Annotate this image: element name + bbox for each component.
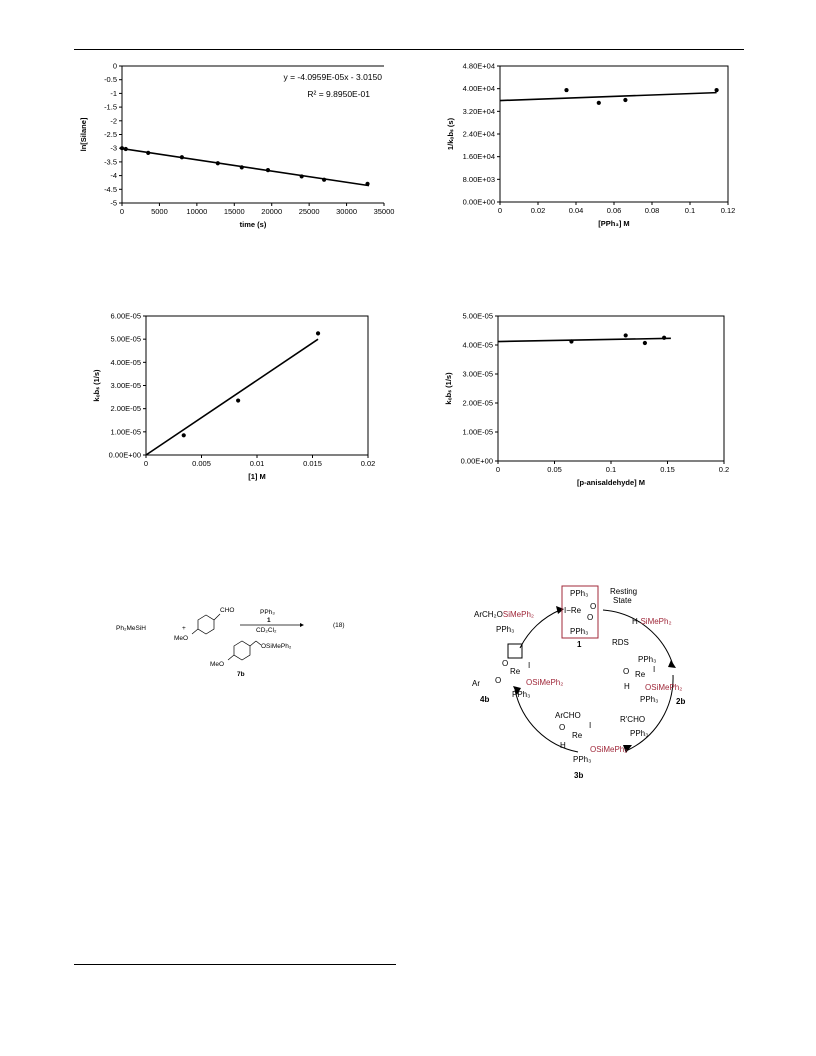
x-tick-label: 0.01 xyxy=(249,459,265,468)
pph3-out: PPh₃ xyxy=(630,729,649,738)
reaction-arrowhead xyxy=(300,623,304,627)
x-tick-label: 20000 xyxy=(261,207,283,216)
y-tick-label: -5 xyxy=(110,198,117,208)
x-tick-label: 0 xyxy=(143,459,149,468)
c2-bottom: PPh₃ xyxy=(640,695,659,704)
c1-oxo1: O xyxy=(590,602,597,611)
y-tick-label: -0.5 xyxy=(104,75,117,85)
y-tick-label: 0 xyxy=(112,61,117,71)
y-tick-label: -1.5 xyxy=(104,102,117,112)
y-tick-label: 2.40E+04 xyxy=(462,129,495,139)
y-tick-label: 1.00E-05 xyxy=(110,427,141,437)
y-tick-label: 3.20E+04 xyxy=(462,106,495,116)
product-structure xyxy=(228,641,261,660)
product-out: ArCH₂OSiMePh₂ xyxy=(474,610,535,619)
data-point xyxy=(322,178,326,182)
c3-top: ArCHO xyxy=(555,711,581,720)
x-tick-label: 0 xyxy=(495,465,501,474)
aldehyde-in: R'CHO xyxy=(620,715,646,724)
y-tick-label: 1.00E-05 xyxy=(462,427,493,437)
header-rule xyxy=(74,49,744,50)
x-tick-label: 15000 xyxy=(223,207,245,216)
c1-core: I−Re xyxy=(564,606,582,615)
c3-label: 3b xyxy=(574,771,584,780)
c1-oxo2: O xyxy=(587,613,594,622)
y-tick-label: 0.00E+00 xyxy=(460,456,493,466)
y-tick-label: 3.00E-05 xyxy=(110,381,141,390)
scheme-plus: + xyxy=(182,625,186,632)
data-point xyxy=(365,182,369,186)
arrowhead-4 xyxy=(556,606,564,614)
x-tick-label: 0.005 xyxy=(192,459,211,468)
x-tick-label: 0.04 xyxy=(568,206,584,215)
y-tick-label: -3 xyxy=(110,143,117,153)
aldehyde-meo: MeO xyxy=(174,635,189,642)
x-tick-label: 35000 xyxy=(373,207,395,216)
y-axis-label: ln[Silane] xyxy=(79,117,88,152)
reagent-pph3: PPh₃ xyxy=(260,609,275,616)
data-point xyxy=(182,433,186,437)
silane-in: H-SiMePh₂ xyxy=(632,617,672,626)
catalytic-cycle xyxy=(460,580,750,785)
y-tick-label: 5.00E-05 xyxy=(110,334,141,344)
data-point xyxy=(266,168,270,172)
plot-frame xyxy=(500,66,728,202)
data-point xyxy=(569,339,573,343)
c2-label: 2b xyxy=(676,697,686,706)
aldehyde-cho: CHO xyxy=(220,607,235,614)
data-point xyxy=(662,336,666,340)
y-tick-label: 4.00E+04 xyxy=(462,84,495,94)
y-tick-label: 3.00E-05 xyxy=(462,369,493,379)
y-tick-label: 2.00E-05 xyxy=(110,404,141,414)
product-label: 7b xyxy=(237,671,245,678)
data-point xyxy=(643,341,647,345)
y-tick-label: -2.5 xyxy=(104,130,117,139)
y-axis-label: 1/kₒbₛ (s) xyxy=(446,117,455,151)
x-tick-label: 0.12 xyxy=(720,206,736,215)
x-axis-label: [1] M xyxy=(248,472,266,481)
x-tick-label: 10000 xyxy=(186,207,208,216)
x-tick-label: 0.02 xyxy=(360,459,376,468)
y-axis-label: kₒbₛ (1/s) xyxy=(92,369,101,402)
c4-o2: O xyxy=(495,676,502,685)
c3-i: I xyxy=(589,721,592,730)
scheme-reactant: Ph₂MeSiH xyxy=(116,625,146,632)
resting-state-line1: Resting xyxy=(610,587,638,596)
x-tick-label: 0.02 xyxy=(530,206,546,215)
plot-frame xyxy=(498,316,724,461)
x-tick-label: 0 xyxy=(497,206,503,215)
x-tick-label: 5000 xyxy=(151,207,168,216)
product-meo: MeO xyxy=(210,661,225,668)
y-tick-label: 0.00E+00 xyxy=(462,197,495,207)
x-tick-label: 0 xyxy=(119,207,125,216)
data-point xyxy=(236,398,240,402)
y-tick-label: -4.5 xyxy=(104,184,117,194)
y-tick-label: 8.00E+03 xyxy=(462,174,495,184)
c4-re: Re xyxy=(510,667,521,676)
y-tick-label: -4 xyxy=(110,171,117,181)
y-axis-label: kₒbₛ (1/s) xyxy=(444,372,453,405)
y-tick-label: 4.80E+04 xyxy=(462,61,495,71)
c2-top: PPh₃ xyxy=(638,655,657,664)
c3-osi: OSiMePh₂ xyxy=(590,745,628,754)
chart-ln-silane-vs-time xyxy=(70,58,395,248)
x-tick-label: 0.015 xyxy=(303,459,322,468)
data-point xyxy=(623,98,627,102)
x-tick-label: 25000 xyxy=(298,207,320,216)
chart-kobs-vs-anisaldehyde xyxy=(440,306,740,496)
trendline xyxy=(122,149,369,186)
y-tick-label: -3.5 xyxy=(104,157,117,167)
c4-metallacycle xyxy=(508,644,522,658)
data-point xyxy=(316,331,320,335)
data-point xyxy=(715,88,719,92)
c2-i: I xyxy=(653,665,656,674)
c1-top-ligand: PPh₃ xyxy=(570,589,589,598)
c4-label: 4b xyxy=(480,695,490,704)
rds-label: RDS xyxy=(612,638,629,647)
c1-bottom-ligand: PPh₃ xyxy=(570,627,589,636)
x-axis-label: time (s) xyxy=(239,220,267,229)
pph3-in: PPh₃ xyxy=(496,625,515,634)
c4-osi: OSiMePh₂ xyxy=(526,678,564,687)
fit-equation: y = -4.0959E-05x - 3.0150 xyxy=(283,72,382,82)
c2-h: H xyxy=(624,682,630,691)
fit-r-squared: R² = 9.8950E-01 xyxy=(307,89,370,99)
y-tick-label: 0.00E+00 xyxy=(108,450,141,460)
reaction-scheme xyxy=(110,594,410,684)
data-point xyxy=(146,151,150,155)
x-tick-label: 0.2 xyxy=(718,465,730,474)
c4-ar: Ar xyxy=(472,679,480,688)
y-tick-label: 4.00E-05 xyxy=(462,340,493,350)
c2-osi: OSiMePh₂ xyxy=(645,683,683,692)
chart-kobs-vs-catalyst xyxy=(70,306,390,496)
data-point xyxy=(597,101,601,105)
scheme-eq-number: (18) xyxy=(333,622,345,629)
data-point xyxy=(216,161,220,165)
plot-frame xyxy=(146,316,368,455)
x-tick-label: 0.1 xyxy=(684,206,696,215)
data-point xyxy=(624,333,628,337)
data-point xyxy=(180,155,184,159)
product-osi: OSiMePh₂ xyxy=(261,643,292,650)
y-tick-label: -2 xyxy=(110,116,117,126)
y-tick-label: -1 xyxy=(110,88,117,98)
c3-re: Re xyxy=(572,731,583,740)
data-point xyxy=(564,88,568,92)
x-tick-label: 0.05 xyxy=(547,465,562,474)
c4-i: I xyxy=(528,661,531,670)
resting-state-line2: State xyxy=(613,596,632,605)
x-tick-label: 0.06 xyxy=(606,206,622,215)
c4-o: O xyxy=(502,659,509,668)
y-tick-label: 5.00E-05 xyxy=(462,311,493,321)
x-tick-label: 0.15 xyxy=(660,465,675,474)
reagent-solvent: CD₂Cl₂ xyxy=(256,627,277,634)
aldehyde-structure xyxy=(192,614,220,634)
c2-re: Re xyxy=(635,670,646,679)
data-point xyxy=(240,165,244,169)
y-tick-label: 2.00E-05 xyxy=(462,398,493,408)
c3-o: O xyxy=(559,723,566,732)
x-axis-label: [p-anisaldehyde] M xyxy=(577,478,645,487)
c4-bottom: PPh₃ xyxy=(512,690,531,699)
y-tick-label: 1.60E+04 xyxy=(462,152,495,162)
reagent-catalyst: 1 xyxy=(267,617,271,624)
footnote-rule xyxy=(74,964,396,965)
y-tick-label: 4.00E-05 xyxy=(110,357,141,367)
chart-inv-kobs-vs-pph3 xyxy=(440,58,740,248)
x-tick-label: 0.1 xyxy=(605,465,617,474)
trendline xyxy=(500,93,717,101)
c3-bottom: PPh₃ xyxy=(573,755,592,764)
y-tick-label: 6.00E-05 xyxy=(110,311,141,321)
data-point xyxy=(124,147,128,151)
cycle-arc-3 xyxy=(515,690,578,752)
data-point xyxy=(120,146,124,150)
data-point xyxy=(300,174,304,178)
x-tick-label: 30000 xyxy=(336,207,358,216)
trendline xyxy=(146,339,318,455)
x-axis-label: [PPh₃] M xyxy=(598,219,630,228)
c1-label: 1 xyxy=(577,640,582,649)
c2-o: O xyxy=(623,667,630,676)
c3-h: H xyxy=(560,741,566,750)
x-tick-label: 0.08 xyxy=(644,206,660,215)
